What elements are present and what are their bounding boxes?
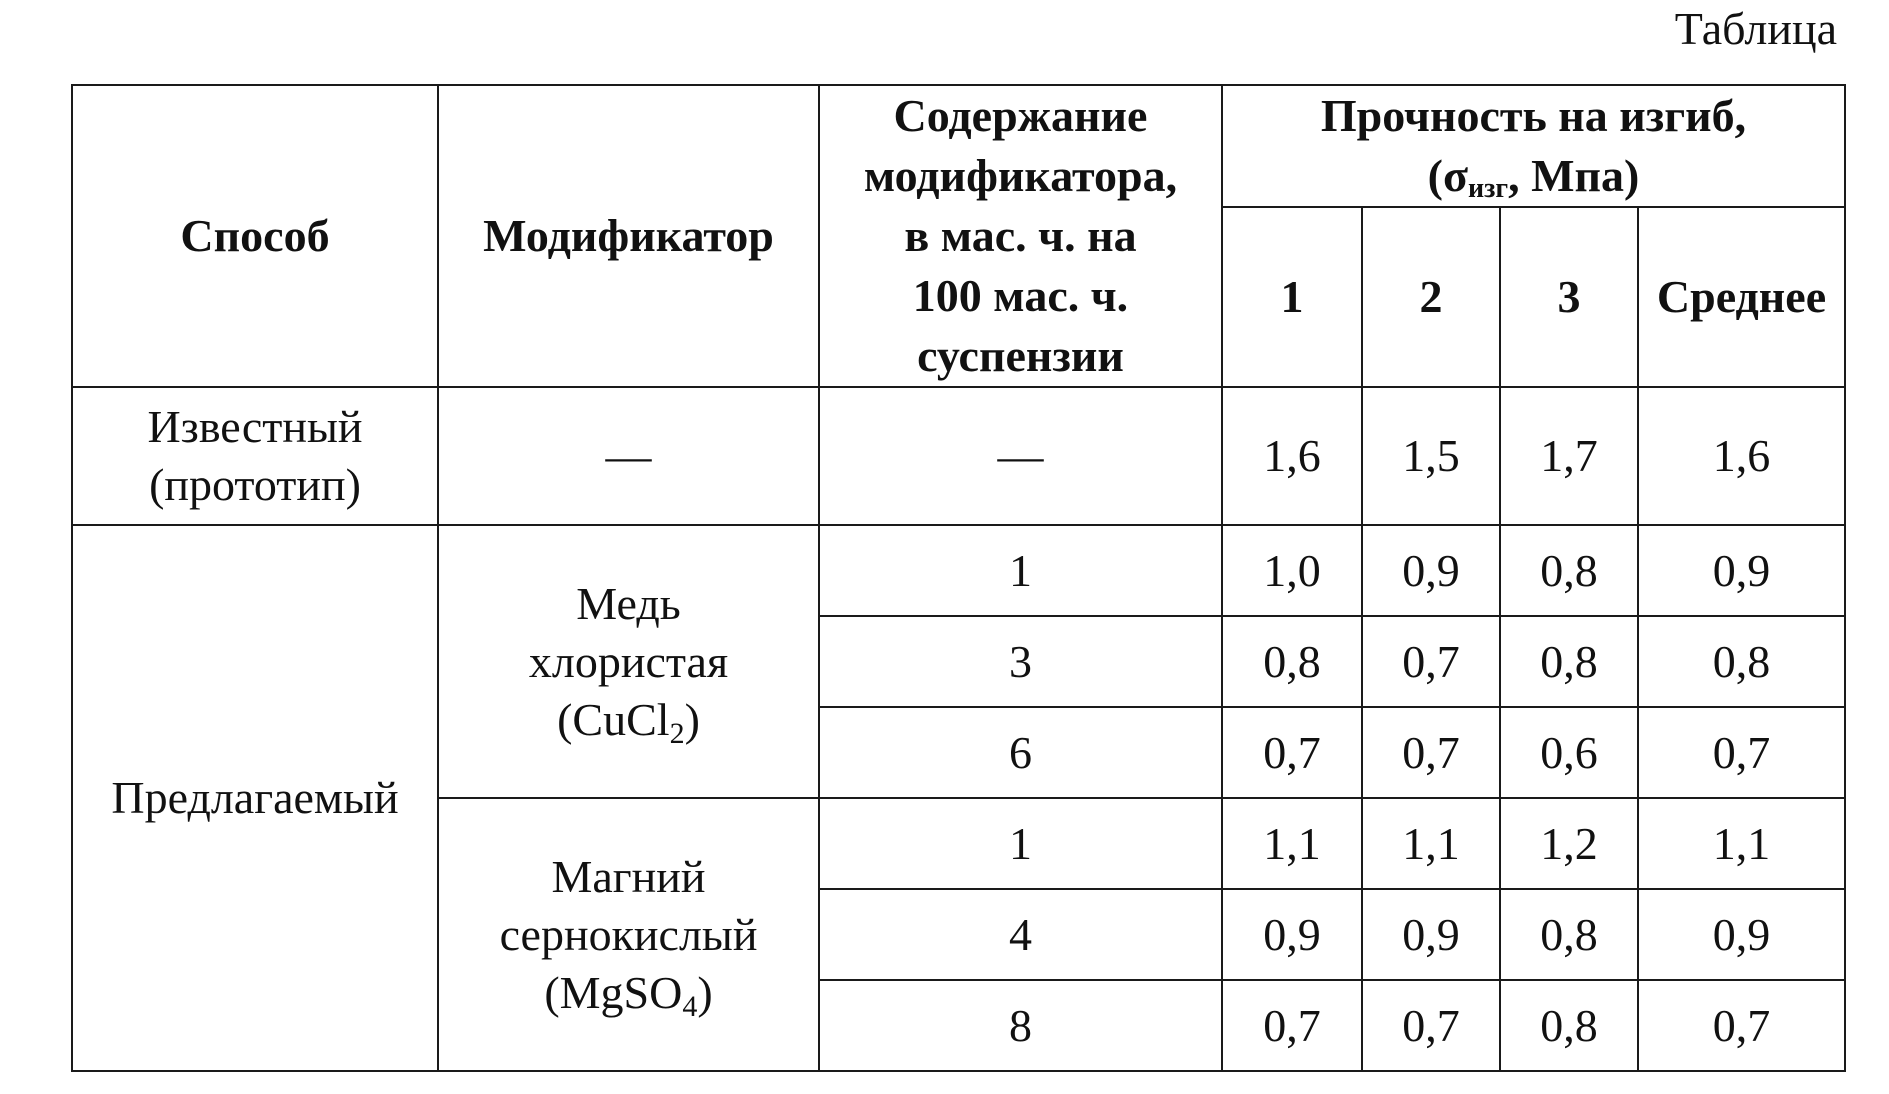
header-strength-title: Прочность на изгиб, [1320,90,1747,141]
value-cell: 0,8 [1500,616,1638,707]
header-method: Способ [72,85,438,387]
value-cell: 0,9 [1362,525,1500,616]
value-cell: 0,9 [1362,889,1500,980]
header-content-line-1: Содержание [893,90,1148,141]
value-cell: 1,0 [1222,525,1362,616]
header-content [819,85,1222,387]
value-cell: 0,7 [1362,707,1500,798]
value-cell: 0,9 [1222,889,1362,980]
content-cell: 3 [819,616,1222,707]
strength-table [71,84,1846,1072]
method-proposed: Предлагаемый [72,525,438,1071]
header-sample-1: 1 [1222,207,1362,387]
content-cell: 8 [819,980,1222,1071]
content-cell: 1 [819,525,1222,616]
content-none: — [819,387,1222,525]
value-cell: 0,7 [1362,980,1500,1071]
value-cell: 1,5 [1362,387,1500,525]
value-cell: 1,1 [1222,798,1362,889]
modifier-mgso4: Магний сернокислый (MgSO$_4$) [438,798,819,1071]
method-known: Известный (прототип) [72,387,438,525]
average-cell: 1,1 [1638,798,1845,889]
average-cell: 0,8 [1638,616,1845,707]
value-cell: 0,8 [1500,525,1638,616]
header-average: Среднее [1638,207,1845,387]
header-strength [1222,85,1845,207]
table-row [72,387,1845,525]
average-cell: 0,7 [1638,707,1845,798]
average-cell: 0,9 [1638,889,1845,980]
value-cell: 1,6 [1222,387,1362,525]
value-cell: 0,8 [1500,980,1638,1071]
content-cell: 1 [819,798,1222,889]
header-sample-2: 2 [1362,207,1500,387]
header-modifier: Модификатор [438,85,819,387]
value-cell: 0,8 [1222,616,1362,707]
average-cell: 1,6 [1638,387,1845,525]
value-cell: 1,7 [1500,387,1638,525]
value-cell: 0,7 [1222,707,1362,798]
value-cell: 1,2 [1500,798,1638,889]
average-cell: 0,9 [1638,525,1845,616]
value-cell: 0,8 [1500,889,1638,980]
content-cell: 4 [819,889,1222,980]
header-sample-3: 3 [1500,207,1638,387]
average-cell: 0,7 [1638,980,1845,1071]
value-cell: 0,6 [1500,707,1638,798]
modifier-cucl2: Медь хлористая (CuCl$_2$) [438,525,819,798]
table-row [72,525,1845,616]
header-content-line-3: в мас. ч. на [904,210,1137,261]
header-content-line-4: 100 мас. ч. [912,270,1129,321]
header-strength-unit: ($\sigma_{изг}$, Мпа) [1427,150,1640,204]
header-row-1 [72,85,1845,207]
value-cell: 0,7 [1362,616,1500,707]
modifier-none: — [438,387,819,525]
header-content-line-5: суспензии [917,330,1124,381]
value-cell: 1,1 [1362,798,1500,889]
content-cell: 6 [819,707,1222,798]
value-cell: 0,7 [1222,980,1362,1071]
header-content-line-2: модификатора, [863,150,1178,201]
table-caption: Таблица [1674,3,1837,54]
